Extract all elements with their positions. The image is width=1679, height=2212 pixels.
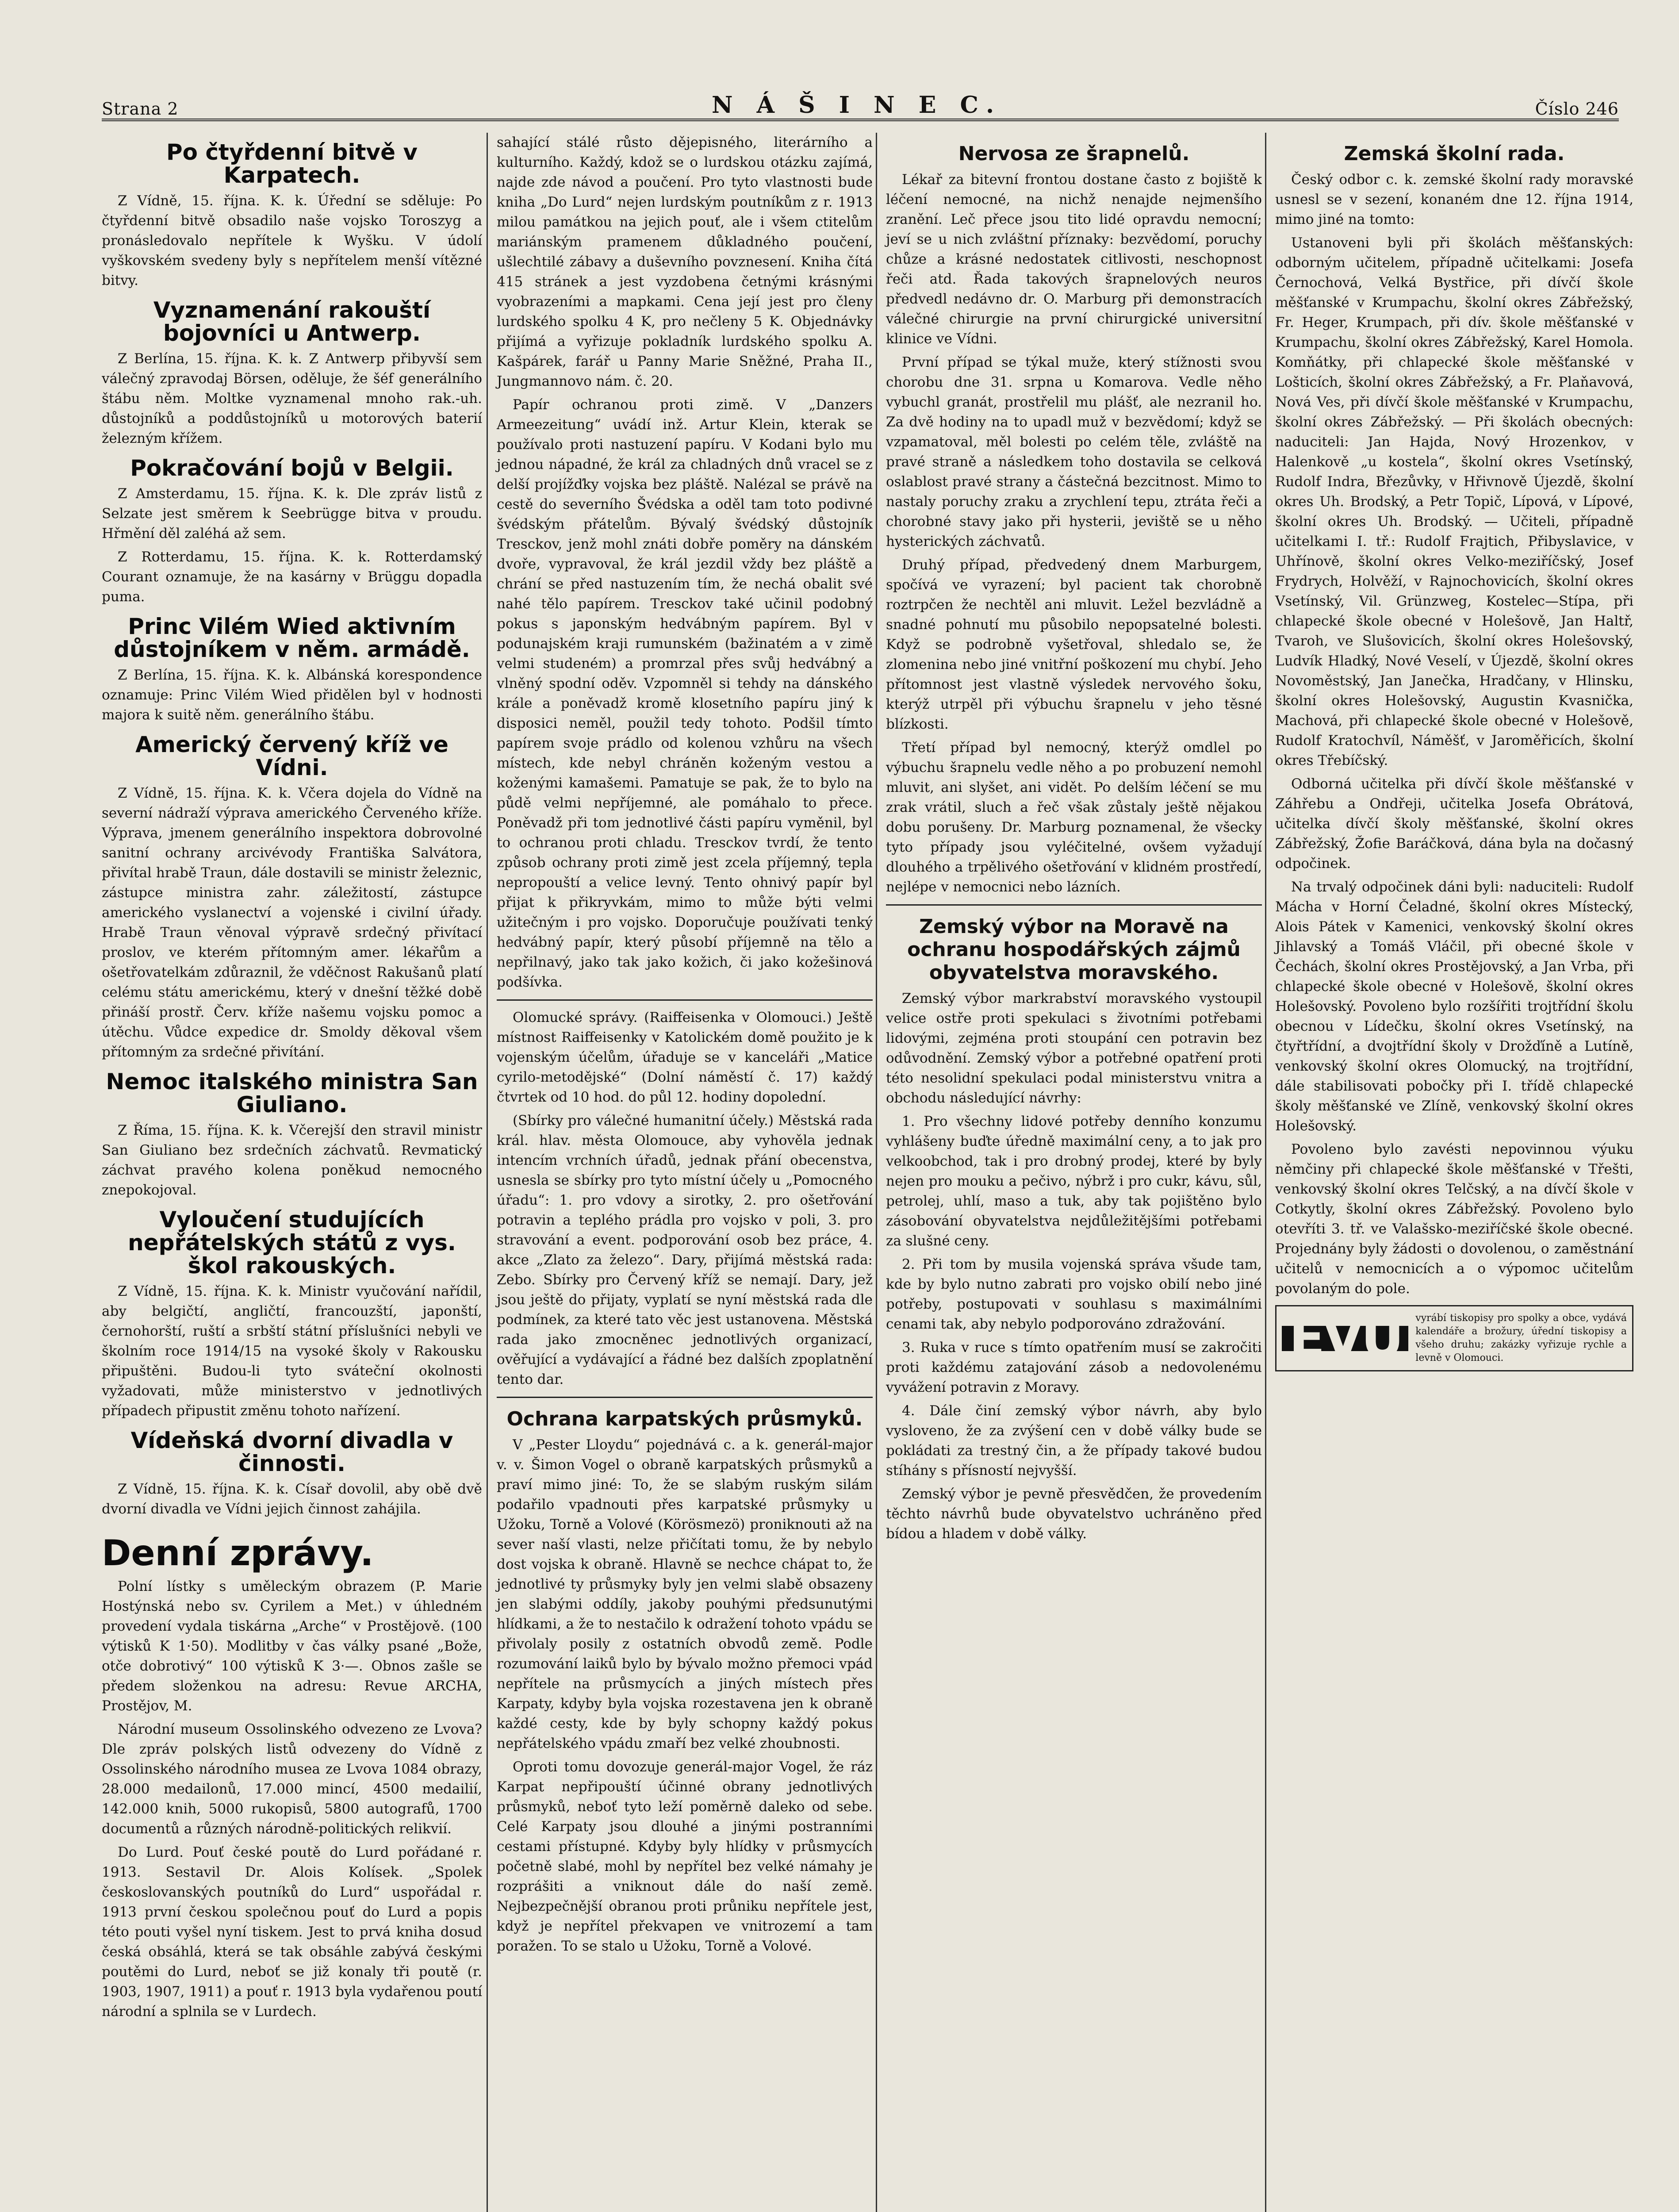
article-text: 3. Ruka v ruce s tímto opatřením musí se zakročiti proti každému zatajování zásob a nedovolenému vyvážení potravin z Moravy. [886, 1340, 1262, 1395]
article-text: V „Pester Lloydu“ pojednává c. a k. generál-major v. v. Šimon Vogel o obraně karpatských průsmyků a praví mimo jiné: To, že se slabým ruským silám podařilo vpadnouti přes karpatské průsmyky u Užoku, Torně a Volové (Körösmezö) proniknouti až na sever naší vlasti, nelze přičítati tomu, že by nebylo dost vojska k obraně. Hlavně se nechce chápat to, že jednotlivé ty průsmyky byly jen velmi slabě obsazeny jen slabými oddíly, jakoby pouhými předsunutými hlídkami, a že to nestačilo k odražení tohoto vpádu se přivolaly posily z ostatních obvodů země. Podle rozumování laiků bylo by bývalo možno přemoci vpád nepřítele na průsmycích a jiných místech přes Karpaty, kdyby byla vojska rozestavena jen k obraně každé cesty, kde by byly schopny každý pokus nepřátelského vpádu zmaří bez velké zhoubnosti. [497, 1437, 873, 1751]
article-text: Z Vídně, 15. října. K. k. Císař dovolil, aby obě dvě dvorní divadla ve Vídni jejich činnost zahájila. [102, 1481, 482, 1517]
article-text: Z Berlína, 15. října. K. k. Z Antwerp přibyvší sem válečný zpravodaj Börsen, oděluje, že šéf generálního štábu něm. Moltke vyznamenal mnoho rak.-uh. důstojníků a poddůstojníků u motorových baterií železným křížem. [102, 351, 482, 446]
article-text: 2. Při tom by musila vojenská správa všude tam, kde by bylo nutno zabrati pro vojsko obilí nebo jiné potřeby, postupovati v souhlasu s maximálními cenami tak, aby nebylo podporováno zdražování. [886, 1256, 1262, 1332]
advert-text: vyrábí tiskopisy pro spolky a obce, vydává kalendáře a brožury, úřední tiskopisy a všeho druhu; zakázky vyřizuje rychle a levně v Olomouci. [1415, 1313, 1627, 1363]
column-2 [487, 133, 873, 2212]
article-text: Český odbor c. k. zemské školní rady moravské usnesl se v sezení, konaném dne 12. října 1914, mimo jiné na tomto: [1275, 172, 1633, 227]
article-text: Oproti tomu dovozuje generál-major Vogel, že ráz Karpat nepřipouští účinné obrany jednotlivých průsmyků, neboť tyto leží poměrně daleko od sebe. Celé Karpaty jsou dlouhé a jinými postranními cestami přístupné. Kdyby byly hlídky v průsmycích početně slabé, mohl by nepřítel bez velké námahy je rozprášiti a vniknout dále do naší země. Nejbezpečnější obranou proti průniku nepřítele jest, když je nepřítel překvapen ve vnitrozemí a tam poražen. To se stalo u Užoku, Torně a Volové. [497, 1759, 873, 1954]
article-text: Do Lurd. Pouť české poutě do Lurd pořádané r. 1913. Sestavil Dr. Alois Kolísek. „Spolek českoslovanských poutníků do Lurd“ uspořádal r. 1913 první českou společnou pouť do Lurd a popis této pouti vyšel nyní tiskem. Jest to prvá kniha dosud česká obsáhlá, která se tak obsáhle zabývá českými poutěmi do Lurd, neboť se již konaly tři poutě (r. 1903, 1907, 1911) a pouť r. 1913 byla vydařenou poutí národní a splnila se v Lurdech. [102, 1844, 482, 2020]
headline-san-giuliano: Nemoc italského ministra San Giuliano. [106, 1069, 478, 1118]
advertisement-box [1275, 1305, 1633, 1371]
article-text: Papír ochranou proti zimě. V „Danzers Armeezeitung“ uvádí inž. Artur Klein, kterak se používalo proti nastuzení papíru. V Kodani bylo mu jednou nápadné, že král za chladných dnů vracel se z delší projížďky vojska bez pláště. Nalézal se právě na cestě do severního Švédska a oděl tam toto podivné švédským přátelům. Bývalý švédský důstojník Tresckov, jenž mohl znáti dobře poměry na dánském dvoře, vypravoval, že král jezdil vždy bez pláště a chrání se před nastuzením tím, že nechá obalit své nahé tělo papírem. Tresckov také učinil podobný pokus s japonským hedvábným papírem. Byl v podunajském kraji rumunském (bažinatém a v zimě velmi studeném) a promrzal přes svůj hedvábný a vlněný spodní oděv. Vzpomněl si tehdy na dánského krále a poněvadž kromě klosetního papíru jiný k disposici neměl, použil tedy tohoto. Podšil tímto papírem svoje prádlo od kolenou vzhůru na všech místech, kde nebyl chráněn koženým vestou a koženými kamašemi. Pamatuje se pak, že to bylo na půdě velmi nepříjemné, ale pomáhalo to přece. Poněvadž při tom jednotlivé části papíru vyměnil, byl to ochranou proti chladu. Tresckov tvrdí, že tento způsob ochrany proti zimě jest zcela příjemný, tepla nepropouští a velice levný. Tento ohnivý papír byl přijat k přikryvkám, mimo to může býti velmi užitečným i pro vojsko. Doporučuje používati tenký hedvábný papír, který působí příjemně na tělo a nepřilnavý, jako tak jako kožich, či jako kožešinová podšívka. [497, 397, 873, 990]
headline-wied: Princ Vilém Wied aktivním důstojníkem v něm. armádě. [114, 614, 470, 662]
masthead [102, 87, 1619, 121]
page-number: Strana 2 [102, 99, 179, 119]
divider [886, 904, 1262, 906]
article-text: Národní museum Ossolinského odvezeno ze Lvova? Dle zpráv polských listů odvezeny do Vídně z Ossolinského národního musea ze Lvova 1084 obrazy, 28.000 medailonů, 17.000 mincí, 4500 medailií, 142.000 knih, 5000 rukopisů, 5800 autografů, 1700 documentů a různých národně-politických relikvií. [102, 1721, 482, 1837]
article-text: Z Říma, 15. října. K. k. Včerejší den stravil ministr San Giuliano bez srdečních záchvatů. Revmatický záchvat pravého kolena poněkud nemocného znepokojoval. [102, 1122, 482, 1198]
headline-students: Vyloučení studujících nepřátelských států z vys. škol rakouských. [128, 1207, 456, 1279]
article-text: Zemský výbor je pevně přesvědčen, že provedením těchto návrhů bude obyvatelstvo uchráněno před bídou a hladem v době války. [886, 1486, 1262, 1542]
article-text: Z Vídně, 15. října. K. k. Úřední se sděluje: Po čtyřdenní bitvě obsadilo naše vojsko Toroszyg a pronásledovalo nepřítele k Wyšku. V údolí vyškovském svedeny byly s nepřítelem menší vítězné bitvy. [102, 193, 482, 288]
headline-shrapnel-nervosa: Nervosa ze šrapnelů. [958, 142, 1190, 165]
article-text: sahající stálé růsto dějepisného, literárního a kulturního. Každý, kdož se o lurdskou otázku zajímá, najde zde návod a poučení. Pro tyto vlastnosti bude kniha „Do Lurd“ nejen lurdským poutníkům z r. 1913 milou památkou na jejich pouť, ale i všem ctitelům mariánským pramenem důkladného poučení, ušlechtilé zábavy a duševního povznesení. Kniha čítá 415 stránek a jest vyzdobena četnými krásnými vyobrazeními a mapkami. Cena její jest pro členy lurdského spolku 4 K, pro nečleny 5 K. Objednávky přijímá a vyřizuje pokladník lurdského spolku A. Kašpárek, farář u Panny Marie Sněžné, Praha II., Jungmannovo nám. č. 20. [497, 134, 873, 389]
column-4 [1265, 133, 1633, 2212]
headline-theatres: Vídeňská dvorní divadla v činnosti. [130, 1428, 453, 1476]
article-text: Z Rotterdamu, 15. října. K. k. Rotterdamský Courant oznamuje, že na kasárny v Brüggu dopadla puma. [102, 549, 482, 605]
headline-belgium: Pokračování bojů v Belgii. [130, 455, 454, 481]
headline-carpathian-passes: Ochrana karpatských průsmyků. [506, 1408, 863, 1430]
article-text: Třetí případ byl nemocný, kterýž omdlel po výbuchu šrapnelu vedle něho a po probuzení nemohl mluvit, ani slyšet, ani vidět. Po delším léčení se mu zrak vrátil, sluch a řeč však zůstaly ještě nějakou dobu porušeny. Dr. Marburg poznamenal, že všecky tyto případy jsou vyléčitelné, ovšem vyžadují dlouhého a trpělivého ošetřování v klidném prostředí, nejlépe v nemocnici nebo lázních. [886, 740, 1262, 895]
article-text: (Sbírky pro válečné humanitní účely.) Městská rada král. hlav. města Olomouce, aby vyhověla jednak intencím vrchních úřadů, jednak přání obecenstva, usnesla se sbírky pro tyto místní účely u „Pomocného úřadu“: 1. pro vdovy a sirotky, 2. pro ošetřování potravin a teplého prádla pro vojsko v poli, 3. pro stravování a event. podporování osob bez práce, 4. akce „Zlato za železo“. Dary, přijímá městská rada: Zebo. Sbírky pro Červený kříž se nemají. Dary, jež jsou ještě do přijaty, vyplatí se nyní městská rada dle podmínek, za které tato věc jest ustanovena. Městská rada jako zmocněnec jednotlivých organizací, ověřující a vydávající a řádné bez dalších zpoplatnění tento dar. [497, 1113, 873, 1387]
headline-red-cross: Americký červený kříž ve Vídni. [135, 732, 448, 780]
issue-number: Číslo 246 [1535, 99, 1619, 119]
headline-carpathians: Po čtyřdenní bitvě v Karpatech. [166, 139, 418, 188]
article-text: Z Amsterdamu, 15. října. K. k. Dle zpráv listů z Selzate jest směrem k Seebrügge bitva v proudu. Hřmění děl zaléhá až sem. [102, 486, 482, 541]
article-text: První případ se týkal muže, který stížnosti svou chorobu dne 31. srpna u Komarova. Vedle něho vybuchl granát, prostřelil mu plášť, ale nezranil ho. Za dvě hodiny na to upadl muž v bezvědomí; když se vzpamatoval, měl bolesti po celém těle, zvláště na pravé straně a následkem toho dostavila se celková oslablost pravé strany a částečná bezcitnost. Mimo to nastaly poruchy zraku a zrychlení tepu, ztráta řeči a chorobné stavy jako při hysterii, jeviště se u něho hysterických záchvatů. [886, 354, 1262, 549]
article-text: Odborná učitelka při dívčí škole měšťanské v Záhřebu a Ondřeji, učitelka Josefa Obrátová, učitelka dívčí školy měšťanské, školní okres Zábřežský, Žofie Baráčková, dána byla na dočasný odpočinek. [1275, 776, 1633, 872]
article-text: Olomucké správy. (Raiffeisenka v Olomouci.) Ještě místnost Raiffeisenky v Katolickém domě použito je k vojenským účelům, úřaduje se v kanceláři „Matice cyrilo-metodějské“ (Dolní náměstí č. 17) každý čtvrtek od 10 hod. do půl 12. hodiny dopolední. [497, 1010, 873, 1105]
column-1 [102, 133, 482, 2212]
headline-land-committee: Zemský výbor na Moravě na ochranu hospodářských zájmů obyvatelstva moravského. [907, 915, 1241, 984]
headline-school-council: Zemská školní rada. [1344, 142, 1565, 165]
article-text: Z Vídně, 15. října. K. k. Ministr vyučování nařídil, aby belgičtí, angličtí, francouzští, japonští, černohorští, ruští a srbští státní příslušníci nebyli ve školním roce 1914/15 na vysoké školy v Rakousku připuštěni. Budou-li tyto sváteční okolnosti vyžadovati, může ministerstvo v jednotlivých případech připustit změnu tohoto nařízení. [102, 1283, 482, 1419]
article-text: Ustanoveni byli při školách měšťanských: odborným učitelem, případně učitelkami: Josefa Černochová, Velká Bystřice, při dívčí škole měšťanské v Krumpachu, školní okres Zábřežský, Fr. Heger, Krumpach, při dív. škole měšťanské v Krumpachu, školní okres Zábřežský, Karel Homola. Komňátky, při chlapecké škole měšťanské v Lošticích, školní okres Zábřežský, a Fr. Plaňavová, Nová Ves, při dívčí škole měšťanské v Krumpachu, školní okres Zábřežský. — Při školách obecných: naduciteli: Jan Hajda, Nový Hrozenkov, v Halenkově „u kostela“, školní okres Vsetínský, Rudolf Indra, Březůvky, v Hřivnově Újezdě, školní okres Uh. Brodský, a Petr Topič, Lípová, v Lípové, školní okres Uh. Brodský. — Učiteli, případně učitelkami I. tř.: Rudolf Frajtich, Přibyslavice, v Uhřínově, školní okres Velko-meziříčský, Josef Frydrych, Holvěží, v Rajnochovicích, školní okres Vsetínský, Vil. Grünzweg, Kostelec—Stípa, při chlapecké škole obecné v Holešově, Jan Haltř, Tvaroh, ve Slušovicích, školní okres Holešovský, Ludvík Hladký, Nové Veselí, v Újezdě, školní okres Novoměstský, Jan Janečka, Hradčany, v Hlinsku, školní okres Holešovský, Augustin Kvasnička, Machová, při chlapecké škole obecné v Holešově, Rudolf Kratochvíl, Náměšť, v Jaroměřicích, školní okres Třebíčský. [1275, 235, 1633, 768]
section-daily-news: Denní zprávy. [102, 1532, 374, 1574]
article-text: 1. Pro všechny lidové potřeby denního konzumu vyhlášeny buďte úředně maximální ceny, a to jak pro velkoobchod, tak i pro drobný prodej, které by byly nejen pro mouku a pečivo, nýbrž i pro cukr, kávu, sůl, petrolej, uhlí, maso a tuk, aby tak pojištěno bylo zásobování obyvatelstva nejdůležitějšími potřebami za slušné ceny. [886, 1114, 1262, 1249]
newspaper-name: N Á Š I N E C. [712, 92, 1002, 119]
advert-logo: EVU [1282, 1326, 1408, 1351]
article-text: Druhý případ, předvedený dnem Marburgem, spočívá ve vyrazení; byl pacient tak chorobně roztrpčen že nechtěl ani mluvit. Ležel bezvládně a snadné pohnutí mu působilo nepopsatelné bolesti. Když se podrobně vyšetřoval, shledalo se, že zlomenina nebo jiné vnitřní poškození mu chybí. Jeho přítomnost jest vlastně výsledek nervového šoku, kterýž utrpěl při výbuchu šrapnelu v jeho těsné blízkosti. [886, 557, 1262, 732]
article-text: Na trvalý odpočinek dáni byli: naduciteli: Rudolf Mácha v Horní Čeladné, školní okres Místecký, Alois Pátek v Kamenici, venkovský školní okres Jihlavský a Tomáš Vláčil, při obecné škole v Čechách, školní okres Prostějovský, a Jan Vrba, při chlapecké škole obecné v Holešově, školní okres Holešovský. Povoleno bylo rozšířiti trojtřídní školu obecnou v Lídečku, školní okres Vsetínský, na čtyřtřídní, a dvojtřídní školy v Drožďíně a Lutíně, venkovský školní okres Olomucký, na trojtřídní, dále stabilisovati pobočky při I. třídě chlapecké školy měšťanské ve Zlíně, venkovský školní okres Holešovský. [1275, 879, 1633, 1134]
divider [497, 1397, 873, 1398]
divider [497, 999, 873, 1001]
article-text: Zemský výbor markrabství moravského vystoupil velice ostře proti spekulaci s životními potřebami lidovými, zejména proti stoupání cen potravin bez odůvodnění. Zemský výbor a potřebné opatření proti této nesolidní spekulaci podal ministerstvu vnitra a obchodu následující návrhy: [886, 991, 1262, 1106]
article-text: Z Berlína, 15. října. K. k. Albánská korespondence oznamuje: Princ Vilém Wied přidělen byl v hodnosti majora k suitě něm. generálního štábu. [102, 667, 482, 723]
article-text: Povoleno bylo zavésti nepovinnou výuku němčiny při chlapecké škole měšťanské v Třešti, venkovský školní okres Telčský, a na dívčí škole v Cotkytly, školní okres Zábřežský. Povoleno bylo otevříti 3. tř. ve Valašsko-meziříčské škole obecné. Projednány byly žádosti o dovolenou, o zaměstnání učitelů v nemocnicích a o výpomoc učitelům povolaným do pole. [1275, 1141, 1633, 1297]
column-3 [876, 133, 1262, 2212]
article-text: 4. Dále činí zemský výbor návrh, aby bylo vysloveno, že za zvýšení cen v době války bude se pokládati za trestný čin, a že případy takové budou stíhány s přísností nejvyšší. [886, 1403, 1262, 1479]
article-text: Z Vídně, 15. října. K. k. Včera dojela do Vídně na severní nádraží výprava amerického Červeného kříže. Výprava, jmenem generálního inspektora dobrovolné sanitní ochrany arcivévody Františka Salvátora, přivítal hrabě Traun, dále dostavili se ministr železnic, zástupce ministra zahr. záležitostí, zástupce amerického vyslanectví a vojenské i civilní úřady. Hrabě Traun věnoval výpravě srdečný přivítací proslov, ve kterém přítomným amer. lékařům a ošetřovatelkám zdůraznil, že vděčnost Rakušanů platí celému státu americkému, který v dnešní těžké době přináší prostř. Červ. kříže našemu vojsku pomoc a útěchu. Vůdce expedice dr. Smoldy děkoval všem přítomným za srdečné přivítání. [102, 785, 482, 1060]
article-text: Lékař za bitevní frontou dostane často z bojiště k léčení nemocné, na nichž nenajde nejmenšího zranění. Leč přece jsou tito lidé opravdu nemocní; jeví se u nich zvláštní příznaky: bezvědomí, poruchy chůze a krásné nedostatek citlivosti, neschopnost řeči atd. Řada takových šrapnelových neuros předvedl nedávno dr. O. Marburg při demonstracích válečné chirurgie na první chirurgické universitní klinice ve Vídni. [886, 172, 1262, 347]
article-text: Polní lístky s uměleckým obrazem (P. Marie Hostýnská nebo sv. Cyrilem a Met.) v úhledném provedení vydala tiskárna „Arche“ v Prostějově. (100 výtisků K 1·50). Modlitby v čas války psané „Bože, otče dobrotivý“ 100 výtisků K 3·—. Obnos zašle se předem složenkou na adresu: Revue ARCHA, Prostějov, M. [102, 1578, 482, 1714]
headline-antwerp: Vyznamenání rakouští bojovníci u Antwerp. [153, 297, 431, 346]
